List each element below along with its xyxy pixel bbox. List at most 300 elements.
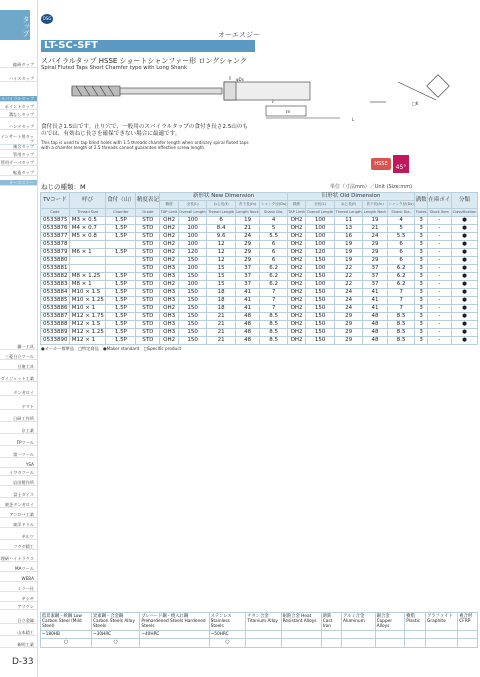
sidebar-item[interactable]: 日進工具 — [0, 364, 37, 370]
table-row — [41, 289, 478, 297]
sidebar-item[interactable]: 彌一工具 — [0, 344, 37, 350]
material-header: プレハード鋼・焼入れ鋼 Prehardened Steels Hardened Steels — [140, 613, 209, 631]
cell-new: 12 — [207, 241, 235, 249]
cell-old: 150 — [306, 305, 335, 313]
cell-new: 100 — [178, 281, 207, 289]
cell-old: 22 — [334, 281, 362, 289]
material-suitability-mark: ○ — [41, 639, 92, 648]
cell-old: 8.5 — [387, 313, 414, 321]
cell-chamfer — [106, 265, 136, 273]
cell-new: 7 — [260, 305, 287, 313]
description-en: This tap is used to tap blind holes with 1.5 threads chamfer length when ordinary spiral fluted taps with a chamfer length of 2.5 threads cannot guarantee effective screw length. — [41, 140, 249, 150]
cell-old: 29 — [334, 313, 362, 321]
hdr-sub-col: Length Neck — [235, 209, 260, 217]
cell-code: 0533875 — [41, 217, 70, 225]
material-header: グラファイト Graphite — [426, 613, 458, 631]
cell-old: 4 — [387, 217, 414, 225]
cell-grade: STD — [136, 249, 160, 257]
cell-stock: - — [427, 281, 451, 289]
drawing-label-l: ℓ — [272, 99, 274, 104]
cell-call: M10 × 1 — [69, 305, 106, 313]
cell-call: M4 × 0.7 — [69, 225, 106, 233]
sidebar-item[interactable]: 日研工作所 — [0, 416, 37, 422]
sidebar-item[interactable]: 管用テーパタップ — [0, 160, 37, 166]
cell-new: 8.5 — [260, 313, 287, 321]
cell-new: 150 — [178, 273, 207, 281]
sidebar-item[interactable]: ヤマト — [0, 404, 37, 410]
cell-new: 37 — [235, 281, 260, 289]
material-suitability-mark — [426, 639, 458, 648]
cell-old: 150 — [306, 337, 335, 345]
sidebar-item[interactable]: オーエスジー — [0, 180, 37, 186]
cell-flutes: 3 — [415, 289, 428, 297]
cell-new: 8.5 — [260, 321, 287, 329]
hdr-sub-col: Thread Length — [334, 209, 362, 217]
cell-old: 100 — [306, 281, 335, 289]
cell-old: 6 — [387, 249, 414, 257]
cell-stock: - — [427, 313, 451, 321]
sidebar-item[interactable]: タンガロイ — [0, 390, 37, 396]
cell-grade: STD — [136, 257, 160, 265]
cell-chamfer: 1.5P — [106, 217, 136, 225]
cell-new: 29 — [235, 241, 260, 249]
cell-mark: ● — [451, 289, 477, 297]
cell-new: OH2 — [160, 337, 178, 345]
cell-old: 24 — [363, 233, 388, 241]
cell-mark: ● — [451, 249, 477, 257]
hdr-new-dimension: 新形状 New Dimension — [160, 193, 287, 201]
product-subtitle-en: Spiral Fluted Taps Short Chamfer type with Long Shank — [41, 65, 188, 71]
cell-new: 15 — [207, 273, 235, 281]
cell-new: 18 — [207, 289, 235, 297]
cell-code: 0533890 — [41, 337, 70, 345]
hdr-grade: 精度表記 — [136, 193, 160, 209]
sidebar-item[interactable]: 富士ダイス — [0, 492, 37, 498]
cell-old: 22 — [334, 273, 362, 281]
cell-call: M8 × 1 — [69, 281, 106, 289]
cell-old: OH2 — [287, 217, 305, 225]
cell-new: OH2 — [160, 233, 178, 241]
cell-old: OH2 — [287, 233, 305, 241]
cell-new: 4 — [260, 217, 287, 225]
cell-grade: STD — [136, 337, 160, 345]
cell-code: 0533881 — [41, 265, 70, 273]
cell-flutes: 3 — [415, 233, 428, 241]
cell-new: 6 — [260, 241, 287, 249]
cell-new: 100 — [178, 225, 207, 233]
cell-code: 0533879 — [41, 249, 70, 257]
cell-mark: ● — [451, 305, 477, 313]
material-hardness: ~40HRC — [140, 631, 209, 639]
material-header: 銅合金 Copper Alloys — [375, 613, 405, 631]
cell-stock: - — [427, 217, 451, 225]
material-hardness — [321, 631, 341, 639]
cell-stock: - — [427, 225, 451, 233]
cell-mark: ● — [451, 233, 477, 241]
material-suitability-mark: ○ — [92, 639, 140, 648]
sidebar-item[interactable]: ギルツ — [0, 534, 37, 540]
cell-new: 37 — [235, 265, 260, 273]
cell-stock: - — [427, 265, 451, 273]
cell-old: 29 — [334, 329, 362, 337]
cell-old: OH2 — [287, 305, 305, 313]
hdr-new-col: ねじ長(ℓ) — [207, 201, 235, 209]
sidebar-item[interactable]: ダイジェット工業 — [0, 376, 37, 382]
cell-new: OH3 — [160, 321, 178, 329]
cell-new: 150 — [178, 329, 207, 337]
table-row — [41, 233, 478, 241]
cell-call: M10 × 1.25 — [69, 297, 106, 305]
cell-new: 100 — [178, 241, 207, 249]
cell-new: 7 — [260, 297, 287, 305]
cell-old: 41 — [363, 289, 388, 297]
cell-new: 100 — [178, 233, 207, 241]
sidebar-item[interactable]: 東芝タンガロイ — [0, 502, 37, 508]
main-content — [40, 0, 480, 677]
material-suitability-mark — [458, 639, 478, 648]
brand-logo: OSG — [41, 14, 53, 24]
cell-new: 5 — [260, 225, 287, 233]
cell-stock: - — [427, 329, 451, 337]
hdr-sub-col: Classification — [451, 209, 477, 217]
sidebar-item[interactable]: YSA — [0, 462, 37, 468]
hdr-sub-col: Shank Dia. — [387, 209, 414, 217]
cell-mark: ● — [451, 217, 477, 225]
hdr-old-dimension: 旧形状 Old Dimension — [287, 193, 414, 201]
cell-old: OH2 — [287, 281, 305, 289]
cell-new: 48 — [235, 329, 260, 337]
hdr-old-col: 精度 — [287, 201, 305, 209]
material-suitability-mark — [321, 639, 341, 648]
cell-chamfer: 1.5P — [106, 289, 136, 297]
sidebar-item[interactable]: 新明工業 — [0, 642, 37, 648]
sidebar-item[interactable]: ミラー社 — [0, 586, 37, 592]
sidebar-item[interactable]: MAツール — [0, 566, 37, 572]
cell-call: M12 × 1.75 — [69, 313, 106, 321]
cell-new: 6.2 — [260, 273, 287, 281]
cell-call: M10 × 1.5 — [69, 289, 106, 297]
cell-old: 8.5 — [387, 329, 414, 337]
sidebar-item[interactable]: 三菱日立ツール — [0, 354, 37, 360]
hdr-old-col: シャンク径(Ds) — [387, 201, 414, 209]
cell-flutes: 3 — [415, 273, 428, 281]
helix-angle-badge: 45° — [393, 155, 409, 173]
cell-old: 7 — [387, 289, 414, 297]
cell-old: 48 — [363, 329, 388, 337]
material-header: 複合材 CFRP — [458, 613, 478, 631]
cell-old: 22 — [334, 265, 362, 273]
cell-new: 8.4 — [207, 225, 235, 233]
material-hardness: ~180HB — [41, 631, 92, 639]
cell-new: OH3 — [160, 297, 178, 305]
sidebar-item[interactable]: 山本精工 — [0, 630, 37, 636]
cell-grade: STD — [136, 233, 160, 241]
cell-new: 19 — [235, 217, 260, 225]
sidebar-item[interactable]: ギシギ — [0, 596, 37, 602]
cell-old: 48 — [363, 337, 388, 345]
material-hardness — [281, 631, 321, 639]
cell-new: OH3 — [160, 313, 178, 321]
cell-old: OH2 — [287, 297, 305, 305]
cell-old: 100 — [306, 265, 335, 273]
cell-grade: STD — [136, 225, 160, 233]
table-row — [41, 241, 478, 249]
cell-old: 21 — [363, 225, 388, 233]
cell-old: 19 — [334, 249, 362, 257]
cell-call: M6 × 1 — [69, 249, 106, 257]
hdr-stock: 在庫ポイ — [427, 193, 451, 209]
cell-new: 150 — [178, 289, 207, 297]
cell-new: 150 — [178, 297, 207, 305]
cell-new: 48 — [235, 313, 260, 321]
cell-old: 48 — [363, 313, 388, 321]
cell-mark: ● — [451, 321, 477, 329]
material-suitability-mark — [281, 639, 321, 648]
page-number: D-33 — [12, 657, 34, 667]
cell-new: 29 — [235, 257, 260, 265]
cell-old: 150 — [306, 289, 335, 297]
sidebar-item[interactable]: アコロバ工業 — [0, 512, 37, 518]
cell-flutes: 3 — [415, 257, 428, 265]
sidebar-item[interactable]: 日立金属 — [0, 618, 37, 624]
cell-new: 12 — [207, 257, 235, 265]
cell-old: 13 — [334, 225, 362, 233]
cell-grade: STD — [136, 297, 160, 305]
cell-stock: - — [427, 241, 451, 249]
sidebar-item[interactable]: 管用タップ — [0, 152, 37, 158]
material-suitability-mark — [375, 639, 405, 648]
cell-old: 150 — [306, 297, 335, 305]
cell-old: 19 — [334, 257, 362, 265]
cell-old: 150 — [306, 329, 335, 337]
cell-stock: - — [427, 249, 451, 257]
cell-call: M3 × 0.5 — [69, 217, 106, 225]
cell-mark: ● — [451, 225, 477, 233]
cell-flutes: 3 — [415, 265, 428, 273]
table-row — [41, 297, 478, 305]
cell-chamfer: 1.5P — [106, 297, 136, 305]
cell-old: 150 — [306, 257, 335, 265]
cell-code: 0533889 — [41, 329, 70, 337]
cell-old: 16 — [334, 233, 362, 241]
material-suitability-mark — [246, 639, 281, 648]
cell-new: 6 — [260, 249, 287, 257]
cell-new: 37 — [235, 273, 260, 281]
sidebar-item[interactable]: スパイラルタップ — [0, 96, 37, 102]
material-header: 低炭素鋼・軟鋼 Low Carbon Steel (Mild Steel) — [41, 613, 92, 631]
sidebar-item[interactable]: 転造タップ — [0, 170, 37, 176]
hdr-flutes: 溝数 — [415, 193, 428, 209]
hdr-old-col: 全長(L) — [306, 201, 335, 209]
cell-new: OH2 — [160, 225, 178, 233]
sidebar-item[interactable]: 理研ハイトラクス — [0, 556, 37, 562]
tap-drawing — [40, 72, 480, 124]
cell-old: 150 — [306, 273, 335, 281]
cell-new: 15 — [207, 265, 235, 273]
cell-old: 41 — [363, 305, 388, 313]
cell-new: 12 — [207, 249, 235, 257]
cell-new: 8.5 — [260, 329, 287, 337]
cell-chamfer: 1.5P — [106, 305, 136, 313]
sidebar-item[interactable]: 岩田製作所 — [0, 480, 37, 486]
cell-mark: ● — [451, 257, 477, 265]
cell-flutes: 3 — [415, 241, 428, 249]
hdr-new-col: 全長(L) — [178, 201, 207, 209]
sidebar-item[interactable]: 総研タップ — [0, 62, 37, 68]
material-header: ステンレス Stainless Steels — [209, 613, 246, 631]
cell-new: 48 — [235, 321, 260, 329]
sidebar-item[interactable]: WEBA — [0, 576, 37, 582]
cell-old: 29 — [363, 241, 388, 249]
cell-stock: - — [427, 289, 451, 297]
cell-stock: - — [427, 337, 451, 345]
sidebar-item[interactable]: ポイントタップ — [0, 104, 37, 110]
material-hardness: ~50HRC — [209, 631, 246, 639]
hdr-sub-col: Overall Length — [306, 209, 335, 217]
cell-call: M12 × 1 — [69, 337, 106, 345]
cell-old: 48 — [363, 321, 388, 329]
cell-mark: ● — [451, 265, 477, 273]
cell-mark: ● — [451, 281, 477, 289]
cell-old: 6.2 — [387, 273, 414, 281]
cell-old: OH2 — [287, 225, 305, 233]
cell-new: 41 — [235, 305, 260, 313]
sidebar-item[interactable]: アリクレ — [0, 604, 37, 610]
cell-old: OH2 — [287, 337, 305, 345]
cell-chamfer: 1.5P — [106, 225, 136, 233]
cell-old: 5.5 — [387, 233, 414, 241]
sidebar — [0, 0, 38, 677]
cell-new: 21 — [207, 321, 235, 329]
cell-call — [69, 265, 106, 273]
cell-old: 24 — [334, 297, 362, 305]
material-hardness — [246, 631, 281, 639]
thread-type-label: ねじの種類：M — [41, 183, 86, 191]
cell-old: OH2 — [287, 249, 305, 257]
cell-mark: ● — [451, 329, 477, 337]
cell-old: OH2 — [287, 273, 305, 281]
hdr-class: 分類 — [451, 193, 477, 209]
cell-new: OH2 — [160, 217, 178, 225]
material-suitability-mark — [341, 639, 375, 648]
cell-old: 6 — [387, 257, 414, 265]
materials-table — [40, 612, 478, 648]
hdr-sub-col: Grade — [136, 209, 160, 217]
cell-old: 37 — [363, 281, 388, 289]
drawing-label-k: □K — [412, 101, 419, 106]
cell-new: OH2 — [160, 305, 178, 313]
material-hardness — [375, 631, 405, 639]
cell-flutes: 3 — [415, 321, 428, 329]
material-hardness — [405, 631, 426, 639]
cell-new: 150 — [178, 321, 207, 329]
cell-flutes: 3 — [415, 297, 428, 305]
spec-table — [40, 192, 478, 345]
material-hardness — [341, 631, 375, 639]
table-row — [41, 249, 478, 257]
cell-old: 100 — [306, 225, 335, 233]
sidebar-item[interactable]: ハンドタップ — [0, 124, 37, 130]
cell-flutes: 3 — [415, 337, 428, 345]
cell-new: 5.5 — [260, 233, 287, 241]
cell-new: OH2 — [160, 281, 178, 289]
cell-old: 8.5 — [387, 337, 414, 345]
cell-old: 150 — [306, 313, 335, 321]
sidebar-tab-taps[interactable]: タップ — [0, 10, 30, 40]
product-title: LT-SC-SFT — [41, 40, 255, 52]
cell-code: 0533878 — [41, 241, 70, 249]
hdr-call: 呼び — [69, 193, 106, 209]
cell-new: 21 — [207, 329, 235, 337]
cell-new: 41 — [235, 297, 260, 305]
cell-old: OH2 — [287, 241, 305, 249]
sidebar-item[interactable]: イワタツール — [0, 470, 37, 476]
cell-new: OH3 — [160, 329, 178, 337]
sidebar-item[interactable]: ハイスタップ — [0, 76, 37, 82]
cell-old: 7 — [387, 305, 414, 313]
cell-new: 6.2 — [260, 265, 287, 273]
cell-new: 150 — [178, 337, 207, 345]
cell-new: 6 — [260, 257, 287, 265]
cell-new: 41 — [235, 289, 260, 297]
cell-stock: - — [427, 257, 451, 265]
cell-new: 21 — [207, 337, 235, 345]
cell-old: OH2 — [287, 257, 305, 265]
cell-code: 0533877 — [41, 233, 70, 241]
cell-new: 120 — [178, 249, 207, 257]
material-suitability-mark: ○ — [209, 639, 246, 648]
cell-old: 29 — [363, 249, 388, 257]
cell-new: OH2 — [160, 249, 178, 257]
cell-old: 37 — [363, 265, 388, 273]
sidebar-item[interactable]: インサート用タップ — [0, 134, 37, 145]
cell-code: 0533887 — [41, 313, 70, 321]
material-suitability-mark — [405, 639, 426, 648]
cell-new: 8.5 — [260, 337, 287, 345]
cell-chamfer: 1.5P — [106, 273, 136, 281]
sidebar-item[interactable]: 複合タップ — [0, 144, 37, 150]
hdr-sub-col: Length Neck — [363, 209, 388, 217]
cell-new: 6 — [207, 217, 235, 225]
table-row — [41, 329, 478, 337]
cell-flutes: 3 — [415, 217, 428, 225]
hdr-sub-col: Code — [41, 209, 70, 217]
sidebar-item[interactable]: 東洋ドリル — [0, 522, 37, 528]
cell-new: 150 — [178, 313, 207, 321]
hdr-tv-code: TVコード — [41, 193, 70, 209]
sidebar-item[interactable]: 第一ツール — [0, 452, 37, 458]
table-row — [41, 281, 478, 289]
sidebar-item[interactable]: 溝なしタップ — [0, 112, 37, 118]
cell-chamfer: 1.5P — [106, 329, 136, 337]
sidebar-item[interactable]: フクダ精工 — [0, 544, 37, 550]
cell-mark: ● — [451, 297, 477, 305]
cell-old: 8.5 — [387, 321, 414, 329]
cell-new: OH3 — [160, 273, 178, 281]
cell-call — [69, 257, 106, 265]
cell-chamfer: 1.5P — [106, 233, 136, 241]
drawing-label-ln: ℓn — [286, 109, 291, 114]
cell-flutes: 3 — [415, 329, 428, 337]
cell-chamfer: 1.5P — [106, 281, 136, 289]
cell-chamfer: 1.5P — [106, 313, 136, 321]
sidebar-item[interactable]: FPツール — [0, 440, 37, 446]
sidebar-item[interactable]: 京工業 — [0, 428, 37, 434]
cell-grade: STD — [136, 289, 160, 297]
cell-new: 15 — [207, 281, 235, 289]
cell-stock: - — [427, 233, 451, 241]
hdr-sub-col: Shank Dia. — [260, 209, 287, 217]
